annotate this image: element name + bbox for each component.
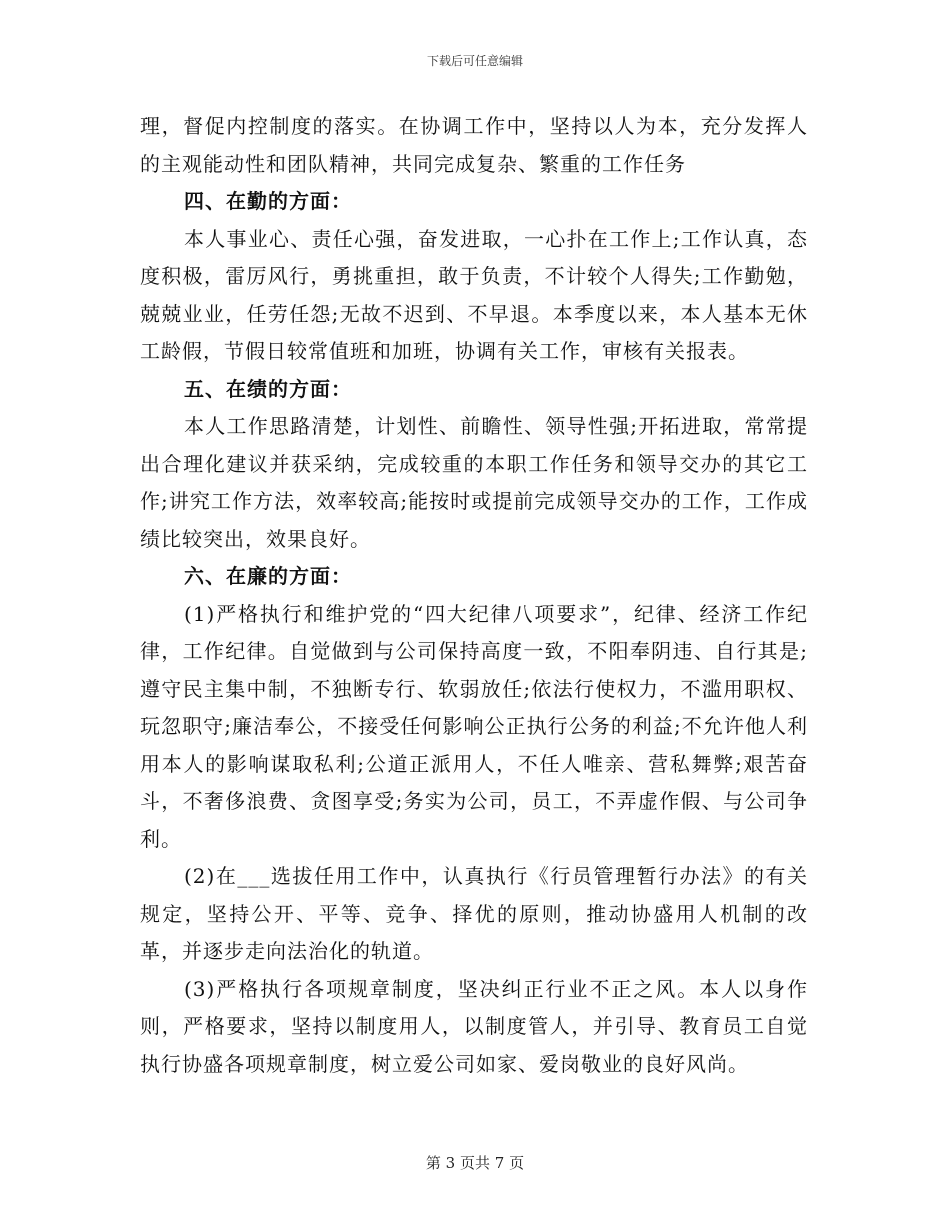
paragraph-diligence: 本人事业心、责任心强，奋发进取，一心扑在工作上;工作认真，态度积极，雷厉风行，勇挑重担，敢于负责，不计较个人得失;工作勤勉，兢兢业业，任劳任怨;无故不迟到、不早退。本季度以来，本人基本无休工龄假，节假日较常值班和加班，协调有关工作，审核有关报表。 [140, 226, 808, 363]
paragraph-integrity-3: (3)严格执行各项规章制度，坚决纠正行业不正之风。本人以身作则，严格要求，坚持以制度用人，以制度管人，并引导、教育员工自觉执行协盛各项规章制度，树立爱公司如家、爱岗敬业的良好风尚。 [140, 976, 808, 1076]
paragraph-continuation: 理，督促内控制度的落实。在协调工作中，坚持以人为本，充分发挥人的主观能动性和团队精神，共同完成复杂、繁重的工作任务 [140, 114, 808, 176]
page-header: 下载后可任意编辑 [426, 54, 523, 68]
document-body [140, 108, 808, 1083]
page-number: 第 3 页共 7 页 [425, 1154, 525, 1172]
section-heading-performance: 五、在绩的方面： [184, 376, 352, 401]
section-heading-integrity: 六、在廉的方面： [184, 564, 352, 588]
paragraph-performance: 本人工作思路清楚，计划性、前瞻性、领导性强;开拓进取，常常提出合理化建议并获采纳，完成较重的本职工作任务和领导交办的其它工作;讲究工作方法，效率较高;能按时或提前完成领导交办的工作，工作成绩比较突出，效果良好。 [140, 414, 808, 551]
paragraph-integrity-2: (2)在___选拔任用工作中，认真执行《行员管理暂行办法》的有关规定，坚持公开、平等、竞争、择优的原则，推动协盛用人机制的改革，并逐步走向法治化的轨道。 [140, 864, 808, 963]
paragraph-integrity-1: (1)严格执行和维护党的“四大纪律八项要求”，纪律、经济工作纪律，工作纪律。自觉做到与公司保持高度一致，不阳奉阴违、自行其是;遵守民主集中制，不独断专行、软弱放任;依法行使权力，不滥用职权、玩忽职守;廉洁奉公，不接受任何影响公正执行公务的利益;不允许他人利用本人的影响谋取私利;公道正派用人，不任人唯亲、营私舞弊;艰苦奋斗，不奢侈浪费、贪图享受;务实为公司，员工，不弄虚作假、与公司争利。 [140, 601, 808, 851]
section-heading-diligence: 四、在勤的方面： [184, 189, 352, 213]
